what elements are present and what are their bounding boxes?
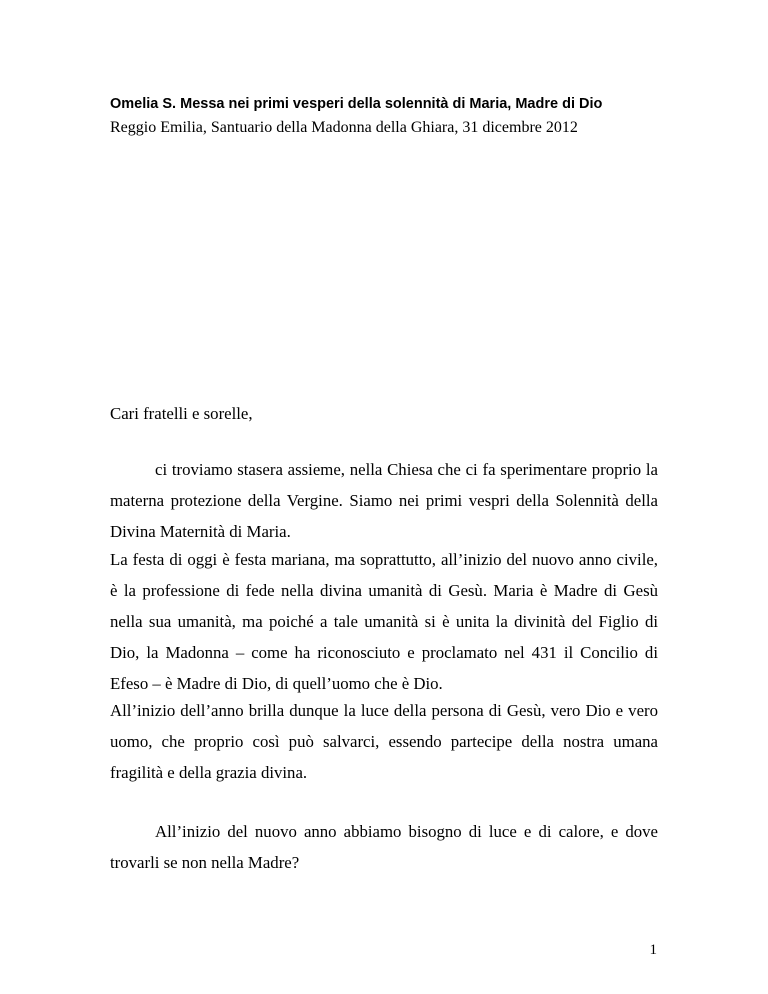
paragraph-4: All’inizio del nuovo anno abbiamo bisogno di luce e di calore, e dove trovarli se non nella Madre? (110, 822, 658, 872)
greeting: Cari fratelli e sorelle, (110, 404, 253, 423)
paragraph-1: ci troviamo stasera assieme, nella Chiesa che ci fa sperimentare proprio la materna protezione della Vergine. Siamo nei primi vespri della Solennità della Divina Maternità di Maria. (110, 460, 658, 541)
page-number: 1 (649, 942, 657, 958)
paragraph-3: All’inizio dell’anno brilla dunque la luce della persona di Gesù, vero Dio e vero uomo, che proprio così può salvarci, essendo partecipe della nostra umana fragilità e della grazia divina. (110, 701, 658, 782)
document-title: Omelia S. Messa nei primi vesperi della solennità di Maria, Madre di Dio (110, 96, 603, 112)
paragraph-2: La festa di oggi è festa mariana, ma soprattutto, all’inizio del nuovo anno civile, è la professione di fede nella divina umanità di Gesù. Maria è Madre di Gesù nella sua umanità, ma poiché a tale umanità si è unita la divinità del Figlio di Dio, la Madonna – come ha riconosciuto e proclamato nel 431 il Concilio di Efeso – è Madre di Dio, di quell’uomo che è Dio. (110, 550, 658, 693)
document-subtitle: Reggio Emilia, Santuario della Madonna della Ghiara, 31 dicembre 2012 (110, 119, 578, 136)
